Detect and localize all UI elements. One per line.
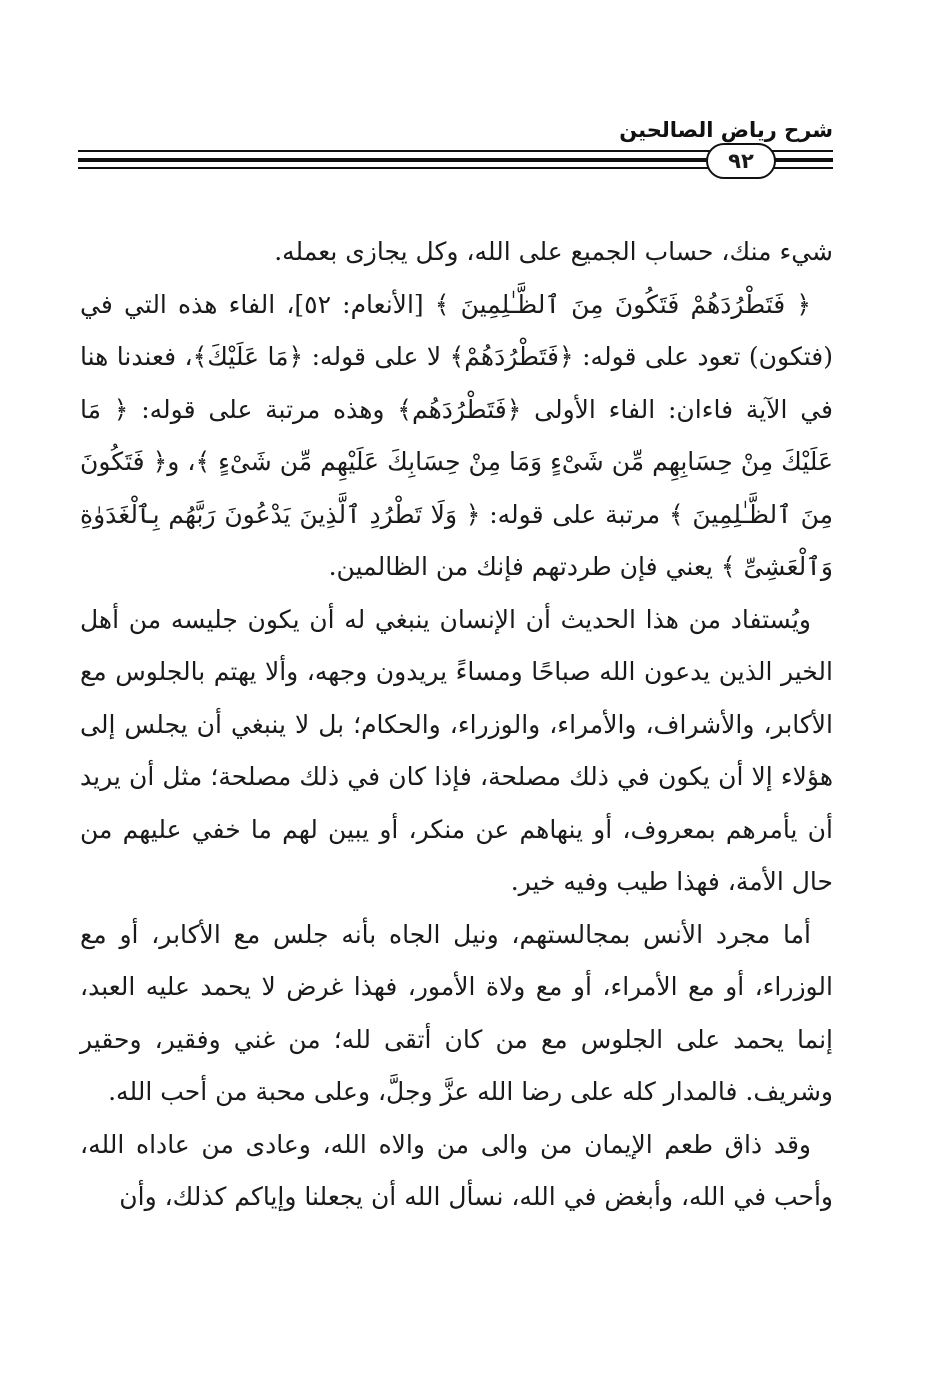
paragraph-tafsir: ﴿ فَتَطْرُدَهُمْ فَتَكُونَ مِنَ ٱلظَّـٰلِمِينَ ﴾ [الأنعام: ٥٢]، الفاء هذه التي في (فتكون) تعود على قوله: ﴿فَتَطْرُدَهُمْ﴾ لا على قوله: ﴿مَا عَلَيْكَ﴾، فعندنا هنا في الآية فاءان: الفاء الأولى ﴿فَتَطْرُدَهُم﴾ وهذه مرتبة على قوله: ﴿ مَا عَلَيْكَ مِنْ حِسَابِهِم مِّن شَىْءٍ وَمَا مِنْ حِسَابِكَ عَلَيْهِم مِّن شَىْءٍ ﴾، و﴿ فَتَكُونَ مِنَ ٱلظَّـٰلِمِينَ ﴾ مرتبة على قوله: ﴿ وَلَا تَطْرُدِ ٱلَّذِينَ يَدْعُونَ رَبَّهُم بِٱلْغَدَوٰةِ وَٱلْعَشِىِّ ﴾ يعني فإن طردتهم فإنك من الظالمين. <box>80 289 833 581</box>
paragraph-faith: وقد ذاق طعم الإيمان من والى من والاه الله، وعادى من عاداه الله، وأحب في الله، وأبغض في الله، نسأل الله أن يجعلنا وإياكم كذلك، وأن <box>80 1129 833 1211</box>
page-body <box>80 226 833 1224</box>
paragraph-companionship: أما مجرد الأنس بمجالستهم، ونيل الجاه بأنه جلس مع الأكابر، أو مع الوزراء، أو مع الأمراء، أو مع ولاة الأمور، فهذا غرض لا يحمد عليه العبد، إنما يحمد على الجلوس مع من كان أتقى لله؛ من غني وفقير، وحقير وشريف. فالمدار كله على رضا الله عزَّ وجلَّ، وعلى محبة من أحب الله. <box>80 919 833 1106</box>
paragraph-continuation: شيء منك، حساب الجميع على الله، وكل يجازى بعمله. <box>274 237 833 266</box>
running-title: شرح رياض الصالحين <box>619 118 833 142</box>
page-number-badge: ٩٢ <box>706 143 776 179</box>
page-header <box>78 118 833 178</box>
paragraph-benefit: ويُستفاد من هذا الحديث أن الإنسان ينبغي له أن يكون جليسه من أهل الخير الذين يدعون الله صباحًا ومساءً يريدون وجهه، وألا يهتم بالجلوس مع الأكابر، والأشراف، والأمراء، والوزراء، والحكام؛ بل لا ينبغي أن يجلس إلى هؤلاء إلا أن يكون في ذلك مصلحة، فإذا كان في ذلك مصلحة؛ مثل أن يريد أن يأمرهم بمعروف، أو ينهاهم عن منكر، أو يبين لهم ما خفي عليهم من حال الأمة، فهذا طيب وفيه خير. <box>80 604 833 896</box>
